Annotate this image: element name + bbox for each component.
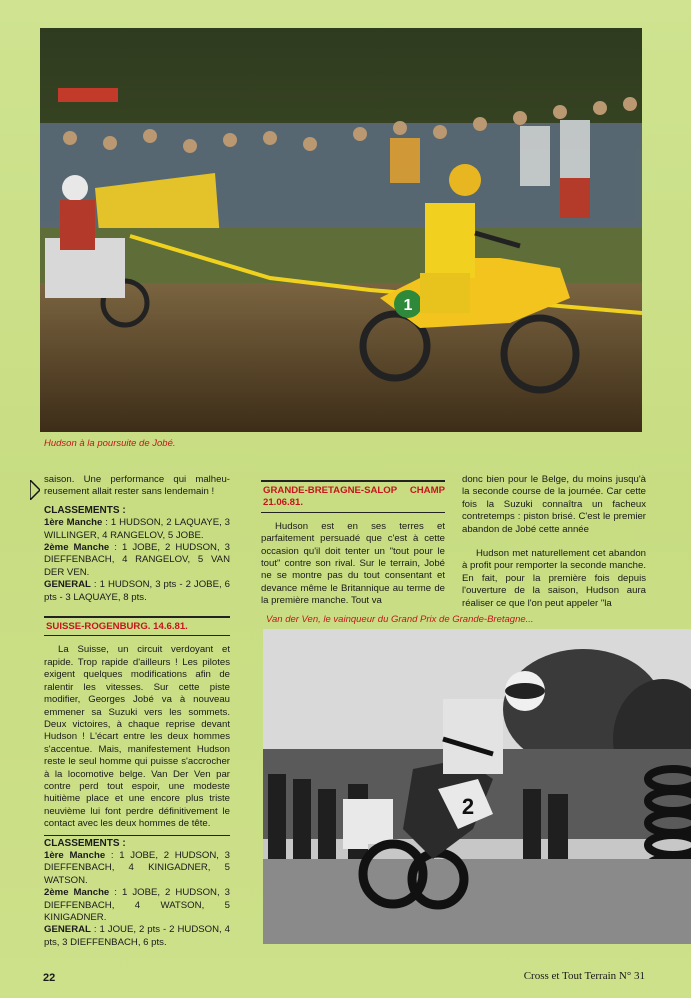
general-text: : 1 HUDSON, 3 pts - 2 JOBE, 6 pts - 3 LAQUAYE, 8 pts. <box>44 579 230 603</box>
suisse-general-text: : 1 JOUE, 2 pts - 2 HUDSON, 4 pts, 3 DIEFFENBACH, 6 pts. <box>44 924 230 948</box>
result-manche-1 <box>44 517 230 542</box>
suisse-manche-1-label: 1ère Manche <box>44 849 106 861</box>
rider-number-2: 2 <box>461 794 475 819</box>
photo-van-der-ven <box>263 629 691 944</box>
manche-2-label: 2ème Manche <box>44 542 110 554</box>
column-3 <box>462 474 646 610</box>
race-photo-illustration <box>40 28 642 432</box>
result-general <box>44 579 230 604</box>
general-label: GENERAL <box>44 579 91 591</box>
magazine-name: Cross et Tout Terrain N° 31 <box>523 970 645 982</box>
suisse-manche-1-text: : 1 JOBE, 2 HUDSON, 3 DIEFFENBACH, 4 KINIGADNER, 5 WATSON. <box>44 849 231 886</box>
photo1-caption: Hudson à la poursuite de Jobé. <box>44 438 176 449</box>
suisse-result-manche-1 <box>44 850 230 887</box>
suisse-general-label: GENERAL <box>44 924 91 936</box>
section-heading-grande-bretagne: GRANDE-BRETAGNE-SALOP CHAMP 21.06.81. <box>261 480 445 513</box>
manche-2-text: : 1 JOBE, 2 HUDSON, 3 DIEFFENBACH, 4 RANGELOV, 5 VAN DER VEN. <box>44 542 230 578</box>
suisse-manche-2-text: : 1 JOBE, 2 HUDSON, 3 DIEFFENBACH, 4 WATSON, 5 KINIGADNER. <box>44 887 230 923</box>
suisse-result-manche-2 <box>44 887 230 924</box>
column-1 <box>44 474 230 949</box>
suisse-result-general <box>44 924 230 949</box>
column-3-paragraph-1: donc bien pour le Belge, du moins jusqu'à la seconde course de la journée. Car cette fois la Suzuki connaîtra un facheux contretemps : piston brisé. C'est le premier abandon de Jobé cette année <box>462 474 646 535</box>
suisse-manche-2-label: 2ème Manche <box>44 887 110 899</box>
suisse-paragraph: La Suisse, un circuit verdoyant et rapide. Trop rapide d'ailleurs ! Les pilotes exigent quelques modifications afin de ralentir les vitesses. Sur cette piste modifier, Georges Jobé va à nouveau emmener sa Suzuki vers les sommets. Deux victoires, à chaque reprise devant Hudson ! L'écart entre les deux hommes s'accentue. Mais, manifestement Hudson reste le seul homme qui puisse s'accrocher à la locomotive belge. Van Der Ven par contre perd tout espoir, une modeste huitième place et une encore plus triste neuvième lui font perdre définitivement le contact avec les deux hommes de tête. <box>44 644 230 830</box>
intro-paragraph: saison. Une performance qui malheu-reusement allait rester sans lendemain ! <box>44 474 230 498</box>
column-2 <box>261 480 445 608</box>
classements-title-2: CLASSEMENTS : <box>44 837 126 849</box>
grande-bretagne-paragraph: Hudson est en ses terres et parfaitement persuadé que c'est à cette occasion qu'il doit tenter un "tout pour le tout" contre son rival. Sur le terrain, Jobé ne se montre pas du tout consentant et devance même le Britannique au terme de la première manche. Tout va <box>261 520 445 607</box>
classements-title: CLASSEMENTS : <box>44 504 126 516</box>
photo-hudson-jobe <box>40 28 642 432</box>
photo2-caption: Van der Ven, le vainqueur du Grand Prix de Grande-Bretagne... <box>266 614 534 625</box>
page-number: 22 <box>43 972 56 984</box>
section-heading-suisse: SUISSE-ROGENBURG. 14.6.81. <box>44 616 230 636</box>
column-3-paragraph-2: Hudson met naturellement cet abandon à profit pour remporter la seconde manche. En fait, pour la première fois depuis l'ouverture de la saison, Hudson aura réaliser ce que l'on peut appeler "la <box>462 548 646 609</box>
manche-1-text: : 1 HUDSON, 2 LAQUAYE, 3 WILLINGER, 4 RANGELOV, 5 JOBE. <box>44 517 231 541</box>
result-manche-2 <box>44 542 230 579</box>
rider-number-1: 1 <box>403 297 413 314</box>
continuation-arrow-icon <box>30 480 40 500</box>
manche-1-label: 1ère Manche <box>44 517 103 529</box>
bw-race-photo-illustration <box>263 629 691 944</box>
